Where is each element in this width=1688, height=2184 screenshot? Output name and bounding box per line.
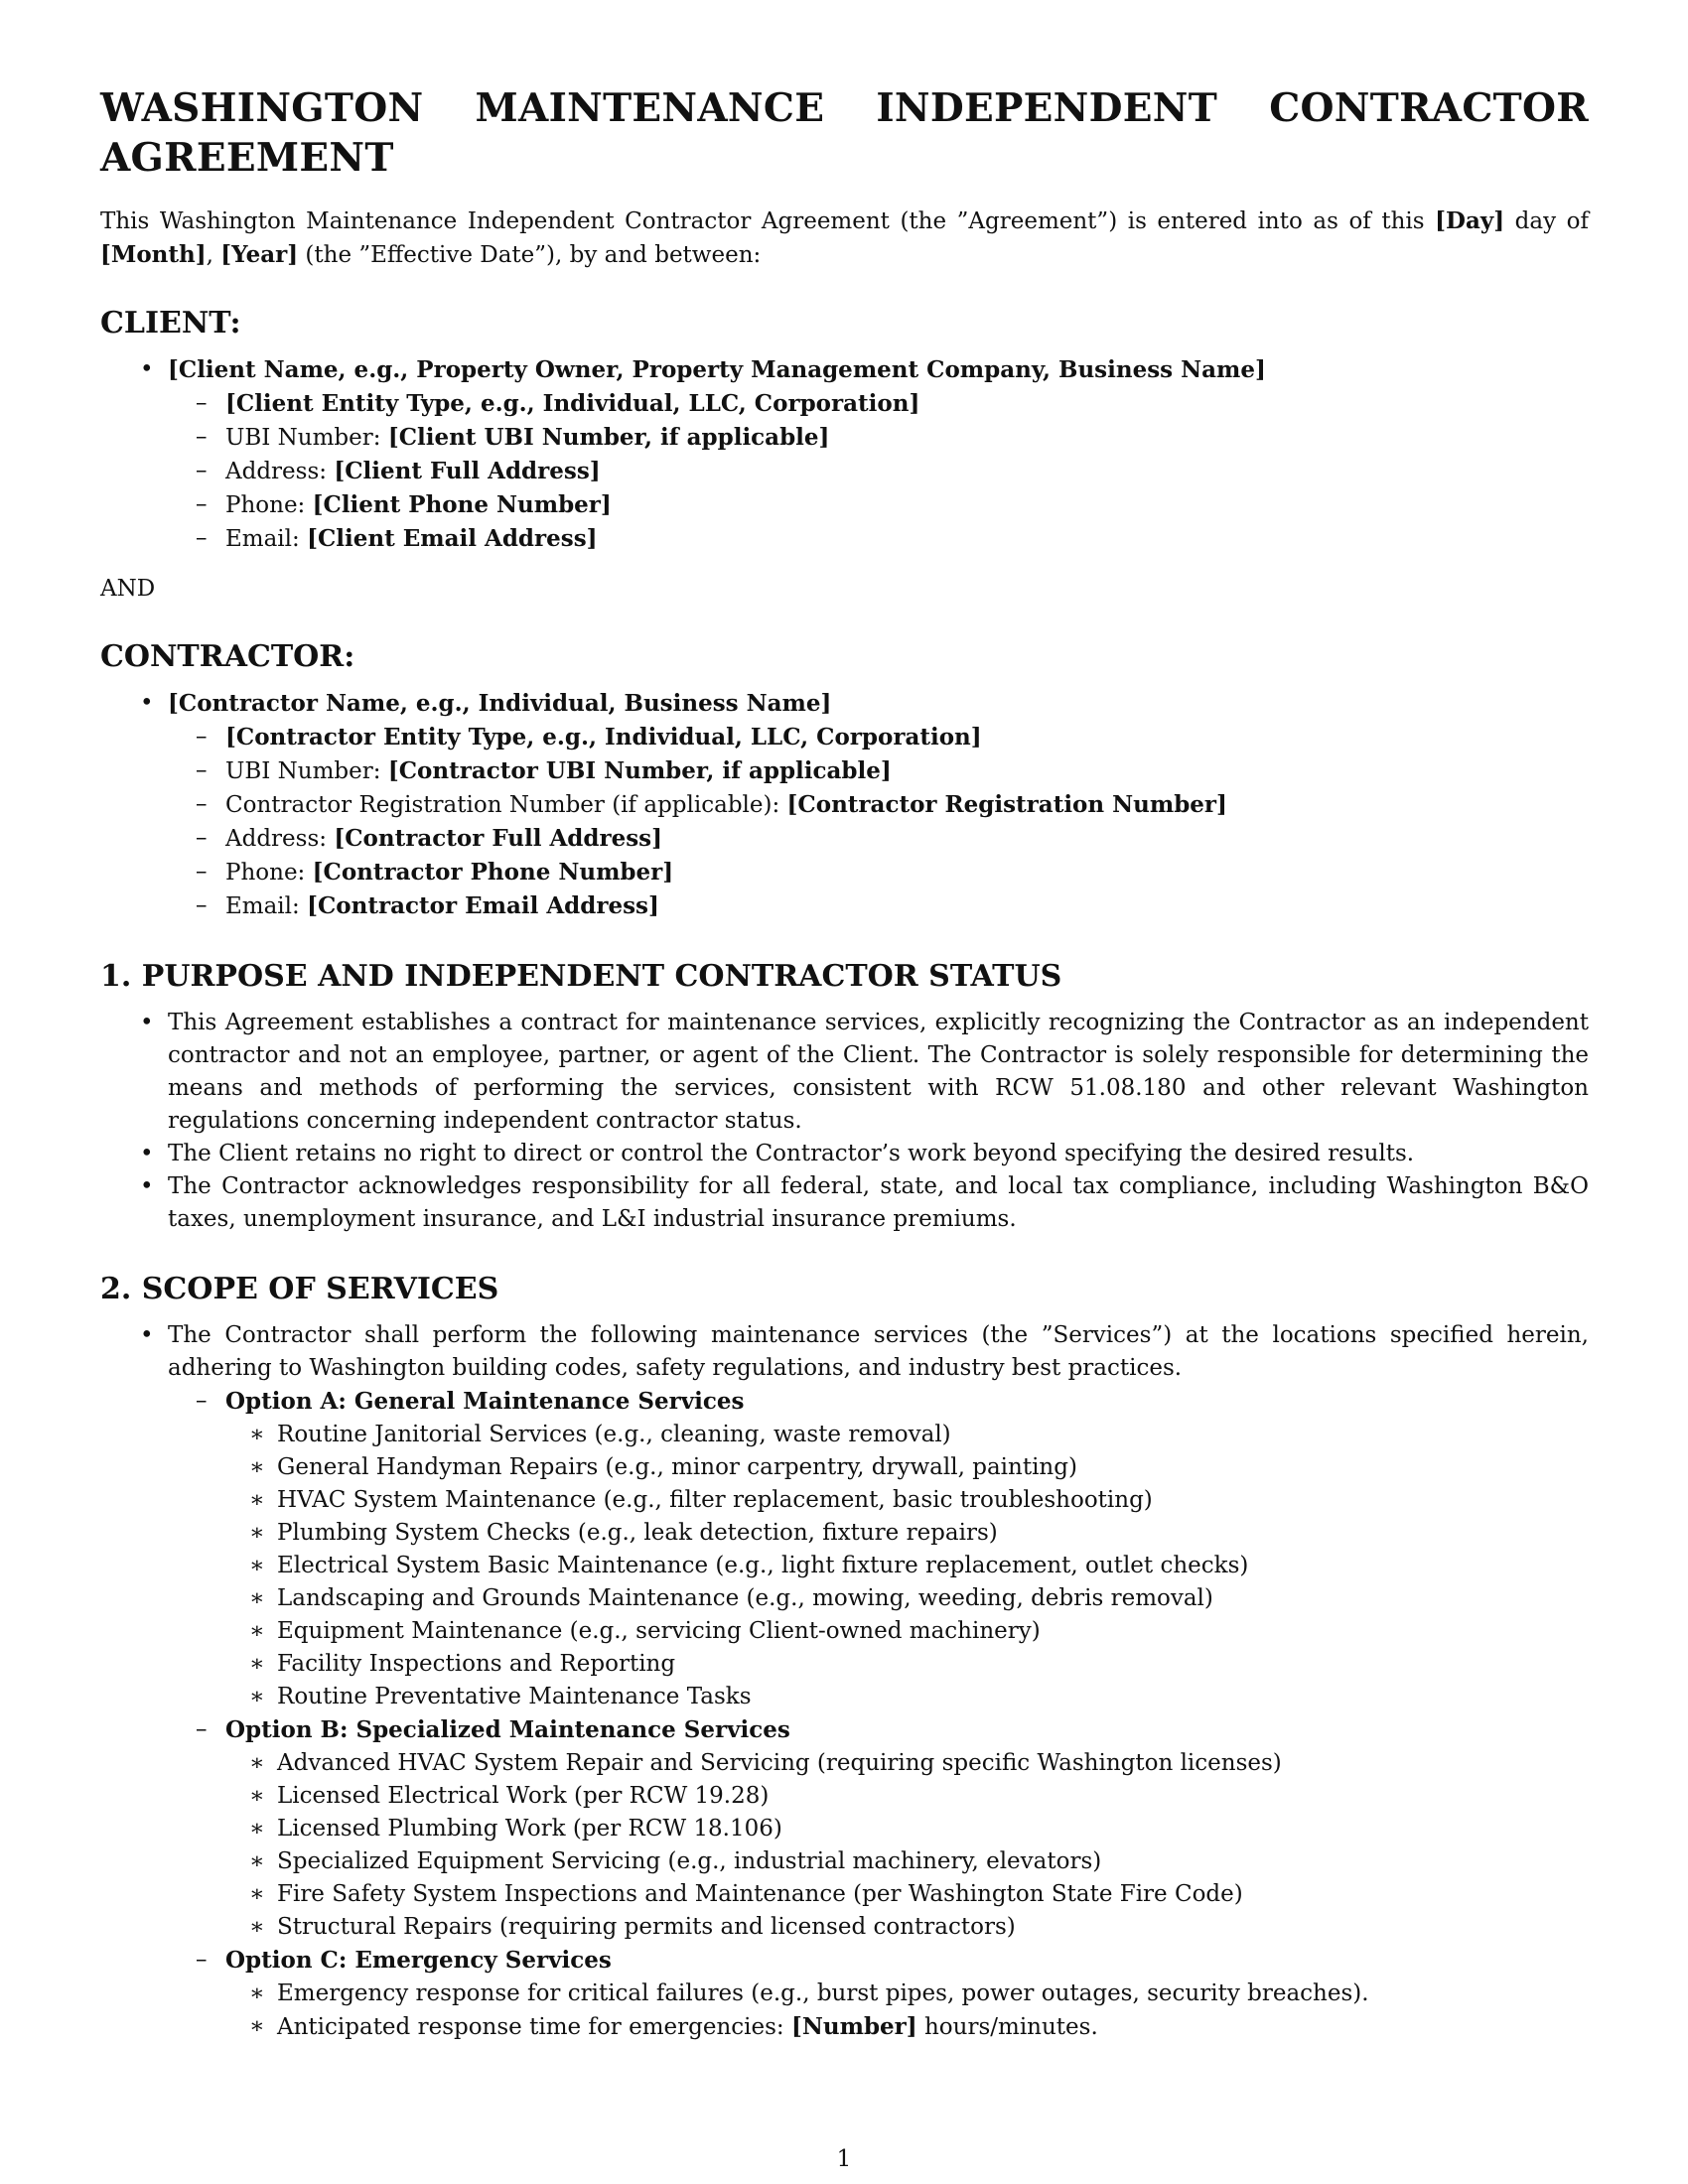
- list-item: • The Client retains no right to direct or control the Contractor’s work beyond specifying the desired results.: [168, 1138, 1589, 1170]
- options-list: [225, 1385, 1589, 2044]
- list-item: • This Agreement establishes a contract for maintenance services, explicitly recognizing the Contractor as an independent contractor and not an employee, partner, or agent of the Client. The Contractor is solely responsible for determining the means and methods of performing the services, consistent with RCW 51.08.180 and other relevant Washington regulations concerning independent contractor status.: [168, 1007, 1589, 1138]
- list-item: – Phone: [Contractor Phone Number]: [225, 856, 1589, 889]
- section-1-heading: 1. PURPOSE AND INDEPENDENT CONTRACTOR STATUS: [100, 959, 1062, 994]
- option-b: – Option B: Specialized Maintenance Services ∗ Advanced HVAC System Repair and Servicing (requiring specific Washington licenses) ∗ Licensed Electrical Work (per RCW 19.28) ∗ Licensed Plumbing Work (per RCW 18.106) ∗ Specialized Equipment Servicing (e.g., industrial machinery, elevators) ∗ Fire Safety System Inspections and Maintenance (per Washington State Fire Code) ∗ Structural Repairs (requiring permits and licensed contractors): [225, 1713, 1589, 1944]
- page-number: 1: [836, 2146, 852, 2172]
- list-item: – Email: [Client Email Address]: [225, 522, 1589, 556]
- list-item: ∗ Specialized Equipment Servicing (e.g., industrial machinery, elevators): [277, 1845, 1589, 1878]
- list-item: ∗ General Handyman Repairs (e.g., minor carpentry, drywall, painting): [277, 1451, 1589, 1484]
- section-1-list: [168, 1007, 1589, 1236]
- contractor-name-placeholder: [Contractor Name, e.g., Individual, Business Name]: [168, 690, 832, 717]
- list-item: ∗ HVAC System Maintenance (e.g., filter replacement, basic troubleshooting): [277, 1484, 1589, 1517]
- year-placeholder: [Year]: [220, 241, 299, 268]
- list-item: [168, 687, 1589, 923]
- response-time-placeholder: [Number]: [790, 2013, 917, 2040]
- and-separator: AND: [100, 576, 156, 602]
- list-item: – Address: [Client Full Address]: [225, 455, 1589, 488]
- contractor-details-list: [225, 721, 1589, 923]
- option-c-items: [277, 1978, 1589, 2044]
- list-item: ∗ Fire Safety System Inspections and Maintenance (per Washington State Fire Code): [277, 1878, 1589, 1911]
- contractor-list: [168, 687, 1589, 923]
- list-item: ∗ Landscaping and Grounds Maintenance (e.g., mowing, weeding, debris removal): [277, 1582, 1589, 1615]
- list-item: – Contractor Registration Number (if applicable): [Contractor Registration Number]: [225, 788, 1589, 822]
- list-item: – [Client Entity Type, e.g., Individual, LLC, Corporation]: [225, 387, 1589, 421]
- list-item: • The Contractor shall perform the following maintenance services (the ”Services”) at the locations specified herein, adhering to Washington building codes, safety regulations, and industry best practices. – Option A: General Maintenance Services ∗ Routine Janitorial Services (e.g., cleaning, waste removal) ∗ General Handyman Repairs (e.g., minor carpentry, drywall, painting) ∗ HVAC System Maintenance (e.g., filter replacement, basic troubleshooting) ∗ Plumbing System Checks (e.g., leak detection, fixture repairs) ∗ Electrical System Basic Maintenance (e.g., light fixture replacement, outlet checks) ∗ Landscaping and Grounds Maintenance (e.g., mowing, weeding, debris removal) ∗ Equipment Maintenance (e.g., servicing Client-owned machinery) ∗ Facility Inspections and Reporting ∗ Routine Preventative Maintenance Tasks – Option B: Specialized Maintenance Services ∗ Advanced HVAC System Repair and Servicing (requiring specific Washington licenses) ∗ Licensed Electrical Work (per RCW 19.28) ∗ Licensed Plumbing Work (per RCW 18.106) ∗ Specialized Equipment Servicing (e.g., industrial machinery, elevators) ∗ Fire Safety System Inspections and Maintenance (per Washington State Fire Code) ∗ Structural Repairs (requiring permits and licensed contractors) – Option C: Emergency Services ∗ Emergency response for critical failures (e.g., burst pipes, power outages, security breaches). ∗ Anticipated response time for emergencies: [Number] hours/minutes.: [168, 1319, 1589, 2044]
- day-placeholder: [Day]: [1435, 207, 1505, 234]
- list-item: – UBI Number: [Client UBI Number, if applicable]: [225, 421, 1589, 455]
- list-item: ∗ Structural Repairs (requiring permits and licensed contractors): [277, 1911, 1589, 1944]
- list-item: ∗ Licensed Plumbing Work (per RCW 18.106): [277, 1813, 1589, 1845]
- list-item: ∗ Electrical System Basic Maintenance (e.g., light fixture replacement, outlet checks): [277, 1550, 1589, 1582]
- list-item: ∗ Anticipated response time for emergencies: [Number] hours/minutes.: [277, 2010, 1589, 2044]
- client-name-placeholder: [Client Name, e.g., Property Owner, Property Management Company, Business Name]: [168, 356, 1266, 383]
- section-2-list: [168, 1319, 1589, 2044]
- client-list: [168, 353, 1589, 556]
- month-placeholder: [Month]: [100, 241, 207, 268]
- option-a-items: [277, 1419, 1589, 1713]
- option-b-items: [277, 1747, 1589, 1944]
- list-item: – Address: [Contractor Full Address]: [225, 822, 1589, 856]
- list-item: ∗ Licensed Electrical Work (per RCW 19.28): [277, 1780, 1589, 1813]
- section-2-heading: 2. SCOPE OF SERVICES: [100, 1272, 499, 1306]
- list-item: ∗ Routine Janitorial Services (e.g., cleaning, waste removal): [277, 1419, 1589, 1451]
- list-item: – Phone: [Client Phone Number]: [225, 488, 1589, 522]
- option-a: – Option A: General Maintenance Services ∗ Routine Janitorial Services (e.g., cleaning, waste removal) ∗ General Handyman Repairs (e.g., minor carpentry, drywall, painting) ∗ HVAC System Maintenance (e.g., filter replacement, basic troubleshooting) ∗ Plumbing System Checks (e.g., leak detection, fixture repairs) ∗ Electrical System Basic Maintenance (e.g., light fixture replacement, outlet checks) ∗ Landscaping and Grounds Maintenance (e.g., mowing, weeding, debris removal) ∗ Equipment Maintenance (e.g., servicing Client-owned machinery) ∗ Facility Inspections and Reporting ∗ Routine Preventative Maintenance Tasks: [225, 1385, 1589, 1713]
- list-item: ∗ Advanced HVAC System Repair and Servicing (requiring specific Washington licenses): [277, 1747, 1589, 1780]
- client-heading: CLIENT:: [100, 306, 241, 341]
- option-c: – Option C: Emergency Services ∗ Emergency response for critical failures (e.g., burst pipes, power outages, security breaches). ∗ Anticipated response time for emergencies: [Number] hours/minutes.: [225, 1944, 1589, 2044]
- list-item: – UBI Number: [Contractor UBI Number, if applicable]: [225, 754, 1589, 788]
- list-item: ∗ Emergency response for critical failures (e.g., burst pipes, power outages, security breaches).: [277, 1978, 1589, 2010]
- list-item: – [Contractor Entity Type, e.g., Individual, LLC, Corporation]: [225, 721, 1589, 754]
- contractor-heading: CONTRACTOR:: [100, 639, 355, 674]
- document-page: [100, 83, 1589, 2044]
- client-details-list: [225, 387, 1589, 556]
- document-title: WASHINGTON MAINTENANCE INDEPENDENT CONTRACTOR AGREEMENT: [100, 85, 1589, 181]
- list-item: ∗ Facility Inspections and Reporting: [277, 1648, 1589, 1681]
- list-item: ∗ Routine Preventative Maintenance Tasks: [277, 1681, 1589, 1713]
- list-item: ∗ Equipment Maintenance (e.g., servicing Client-owned machinery): [277, 1615, 1589, 1648]
- list-item: [168, 353, 1589, 556]
- intro-paragraph: This Washington Maintenance Independent Contractor Agreement (the ”Agreement”) is entered into as of this [Day] day of [Month], [Year] (the ”Effective Date”), by and between:: [100, 207, 1589, 268]
- list-item: • The Contractor acknowledges responsibility for all federal, state, and local tax compliance, including Washington B&O taxes, unemployment insurance, and L&I industrial insurance premiums.: [168, 1170, 1589, 1236]
- list-item: ∗ Plumbing System Checks (e.g., leak detection, fixture repairs): [277, 1517, 1589, 1550]
- list-item: – Email: [Contractor Email Address]: [225, 889, 1589, 923]
